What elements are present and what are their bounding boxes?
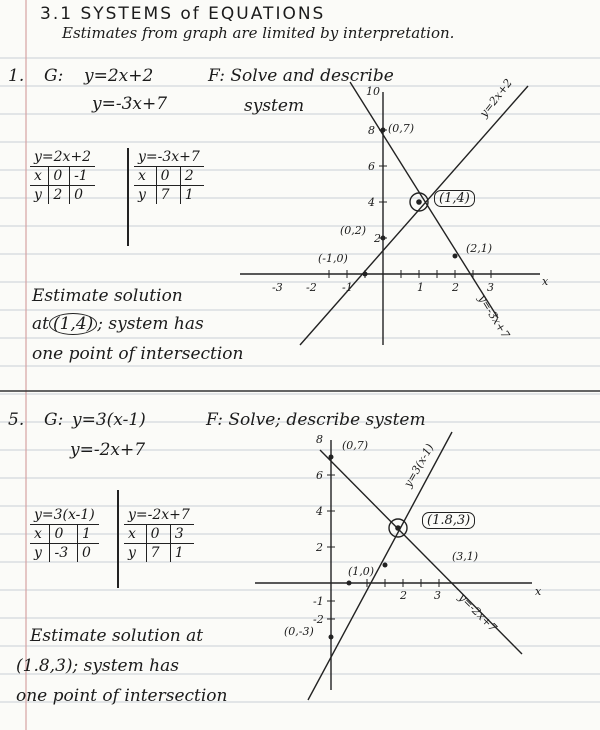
y-tick-label: 8 (368, 124, 375, 137)
y-tick-label: 6 (316, 469, 323, 482)
problem-5-solution-label: (1.8,3) (422, 512, 475, 529)
point-label-1-0: (1,0) (348, 565, 375, 578)
table-cell: 1 (184, 187, 194, 203)
table-cell: 1 (78, 525, 99, 544)
table-y-label: y (124, 544, 146, 563)
table-cell: 2 (180, 167, 204, 186)
table-cell: -1 (70, 167, 96, 186)
x-tick-label: 3 (487, 281, 494, 294)
problem-1-estimate-line-1: Estimate solution (32, 286, 183, 306)
point-dot (347, 581, 352, 586)
point-label-neg1-0: (-1,0) (318, 252, 348, 265)
line-label-y-minus-3x-plus-7: y=-3x+7 (475, 292, 513, 341)
table-cell: 1 (174, 545, 184, 561)
point-dot (395, 525, 401, 531)
x-tick-label: 3 (434, 589, 441, 602)
problem-5-estimate-line-2: (1.8,3); system has (16, 656, 179, 676)
line-y-3-x-minus-1 (308, 432, 452, 700)
table-x-label: x (124, 525, 146, 544)
point-label-0-neg3: (0,-3) (284, 625, 314, 638)
table-cell: 0 (50, 525, 78, 544)
y-tick-label: 4 (316, 505, 323, 518)
point-label-0-2: (0,2) (340, 224, 367, 237)
table-header: y=-2x+7 (124, 506, 194, 525)
table-header: y=2x+2 (30, 148, 95, 167)
table-cell: 0 (82, 545, 91, 561)
problem-1-find-label: F: Solve and describe (208, 66, 394, 86)
table-header: y=-3x+7 (134, 148, 204, 167)
y-tick-label: 2 (374, 232, 381, 245)
estimate-solution-circled: (1,4) (49, 313, 97, 335)
problem-1-equation-2: y=-3x+7 (92, 94, 168, 114)
point-label-0-7: (0,7) (342, 439, 369, 452)
page-title: 3.1 SYSTEMS of EQUATIONS (40, 4, 326, 24)
table-x-label: x (134, 167, 156, 186)
problem-1-number: 1. (8, 66, 25, 86)
table-cell: 7 (146, 544, 170, 563)
estimate-suffix: ; system has (97, 314, 204, 334)
point-label-0-7: (0,7) (388, 122, 415, 135)
problem-5-equation-1: y=3(x-1) (72, 410, 146, 430)
line-label-y-2x-plus-2: y=2x+2 (477, 76, 515, 120)
x-axis-label: x (535, 585, 542, 598)
table-cell: 7 (156, 186, 180, 205)
table-y-label: y (30, 544, 50, 563)
table-cell: 0 (49, 167, 70, 186)
point-dot (329, 635, 334, 640)
x-tick-label: -2 (306, 281, 317, 294)
table-cell: 2 (49, 186, 70, 205)
page-subtitle: Estimates from graph are limited by interpretation. (62, 24, 455, 42)
table-x-label: x (30, 167, 49, 186)
problem-1-given-label: G: (44, 66, 64, 86)
y-tick-label: 6 (368, 160, 375, 173)
table-cell: 3 (170, 525, 194, 544)
x-tick-label: 2 (452, 281, 459, 294)
problem-1-find-label-2: system (244, 96, 305, 116)
x-tick-label: -1 (342, 281, 353, 294)
problem-1-estimate-line-3: one point of intersection (32, 344, 244, 364)
x-tick-label: -3 (272, 281, 283, 294)
problem-5-number: 5. (8, 410, 25, 430)
problem-5-estimate-line-3: one point of intersection (16, 686, 228, 706)
point-dot (329, 455, 334, 460)
x-axis-label: x (542, 275, 549, 288)
table-cell: 0 (156, 167, 180, 186)
x-tick-label: 2 (400, 589, 407, 602)
y-tick-label: -2 (313, 613, 324, 626)
table-header: y=3(x-1) (30, 506, 99, 525)
point-label-3-1: (3,1) (452, 550, 479, 563)
y-tick-label: 2 (316, 541, 323, 554)
y-axis-top-label: 10 (366, 85, 380, 98)
problem-1-solution-label: (1,4) (434, 190, 475, 207)
table-cell: -3 (50, 544, 78, 563)
point-dot (383, 563, 388, 568)
line-label-y-3-x-minus-1: y=3(x-1) (401, 441, 437, 490)
problem-5-equation-2: y=-2x+7 (70, 440, 146, 460)
table-y-label: y (134, 186, 156, 205)
y-tick-label: 4 (368, 196, 375, 209)
y-tick-label: 8 (316, 433, 323, 446)
y-tick-label: -1 (313, 595, 324, 608)
problem-5-estimate-line-1: Estimate solution at (30, 626, 204, 646)
table-cell: 0 (146, 525, 170, 544)
table-x-label: x (30, 525, 50, 544)
point-label-2-1: (2,1) (466, 242, 493, 255)
table-cell: 0 (74, 187, 83, 203)
x-tick-label: 1 (417, 281, 424, 294)
problem-1-equation-1: y=2x+2 (84, 66, 154, 86)
estimate-prefix: at (32, 314, 49, 334)
problem-5-find-label: F: Solve; describe system (206, 410, 426, 430)
line-label-y-minus-2x-plus-7: y=-2x+7 (455, 590, 500, 635)
table-y-label: y (30, 186, 49, 205)
problem-5-given-label: G: (44, 410, 64, 430)
